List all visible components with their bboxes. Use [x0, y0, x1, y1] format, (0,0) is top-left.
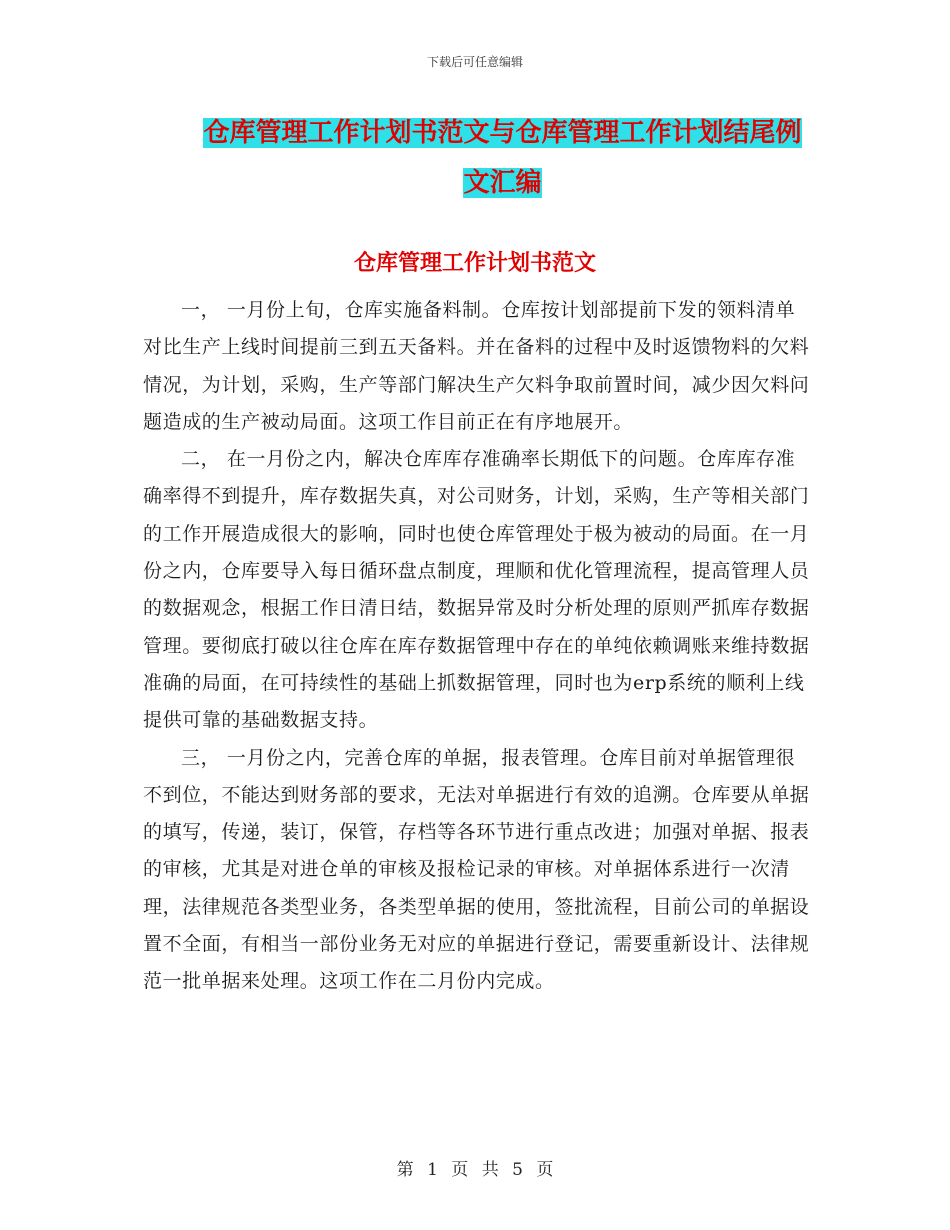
paragraph-2: 二， 在一月份之内，解决仓库库存准确率长期低下的问题。仓库库存准确率得不到提升，库存数据失真，对公司财务，计划，采购，生产等相关部门的工作开展造成很大的影响，同时也使仓库管理处于极为被动的局面。在一月份之内，仓库要导入每日循环盘点制度，理顺和优化管理流程，提高管理人员的数据观念，根据工作日清日结，数据异常及时分析处理的原则严抓库存数据管理。要彻底打破以往仓库在库存数据管理中存在的单纯依赖调账来维持数据准确的局面，在可持续性的基础上抓数据管理，同时也为erp系统的顺利上线提供可靠的基础数据支持。 — [143, 448, 810, 732]
document-body — [143, 292, 810, 1001]
section-title: 仓库管理工作计划书范文 — [353, 251, 596, 276]
document-title-line-1: 仓库管理工作计划书范文与仓库管理工作计划结尾例 — [203, 118, 802, 148]
paragraph-1: 一， 一月份上旬，仓库实施备料制。仓库按计划部提前下发的领料清单对比生产上线时间提前三到五天备料。并在备料的过程中及时返馈物料的欠料情况，为计划，采购，生产等部门解决生产欠料争取前置时间，减少因欠料问题造成的生产被动局面。这项工作目前正在有序地展开。 — [143, 299, 810, 433]
document-title-line-2: 文汇编 — [463, 168, 542, 198]
page-footer: 第 1 页 共 5 页 — [396, 1160, 554, 1180]
document-title — [190, 108, 815, 208]
paragraph-3: 三， 一月份之内，完善仓库的单据，报表管理。仓库目前对单据管理很不到位，不能达到财务部的要求，无法对单据进行有效的追溯。仓库要从单据的填写，传递，装订，保管，存档等各环节进行重点改进；加强对单据、报表的审核，尤其是对进仓单的审核及报检记录的审核。对单据体系进行一次清理，法律规范各类型业务，各类型单据的使用，签批流程，目前公司的单据设置不全面，有相当一部份业务无对应的单据进行登记，需要重新设计、法律规范一批单据来处理。这项工作在二月份内完成。 — [143, 746, 810, 993]
header-note: 下载后可任意编辑 — [426, 55, 523, 69]
